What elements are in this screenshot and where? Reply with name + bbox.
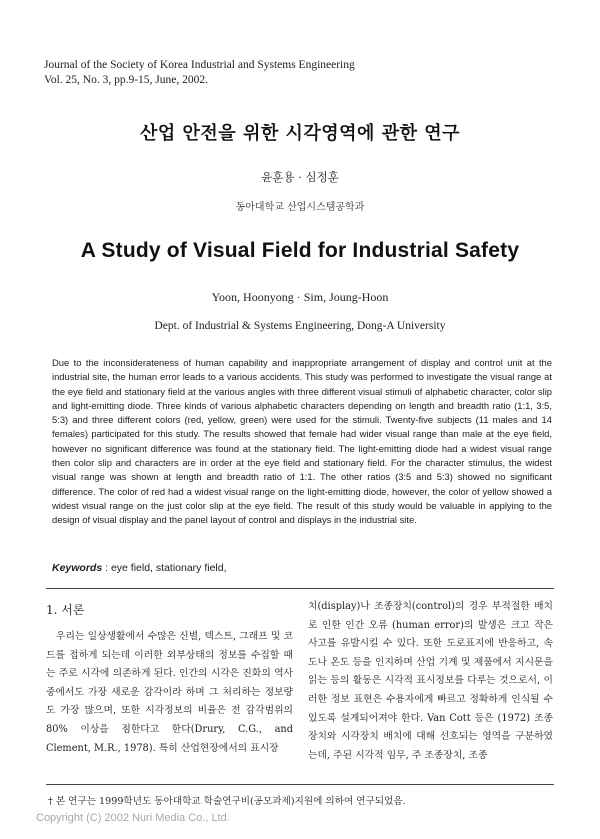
journal-volume: Vol. 25, No. 3, pp.9-15, June, 2002. xyxy=(44,74,208,86)
footnote: † 본 연구는 1999학년도 동아대학교 학술연구비(공모과제)지원에 의하여 연구되었음. xyxy=(48,796,406,807)
body-column-left: 우리는 일상생활에서 수많은 신별, 텍스트, 그래프 및 코드를 접하게 되는데 이러한 외부상태의 정보를 수집할 때는 주로 시각에 의존하게 된다. 인간의 시각은 진화의 역사 중에서도 가장 새로운 감각이라 하며 그 처리하는 정보량도 가장 많으며, 또한 시각정보의 비율은 전 감각범위의 80% 이상을 점한다고 한다(Drury, C.G., and Clement, M.R., 1978). 특히 산업현장에서의 표시장 xyxy=(46,631,293,754)
authors-korean: 윤훈용 · 심정훈 xyxy=(261,170,339,184)
keywords-separator: : xyxy=(102,562,111,574)
keywords-text: eye field, stationary field, xyxy=(110,562,227,574)
title-korean: 산업 안전을 위한 시각영역에 관한 연구 xyxy=(139,123,461,144)
journal-name: Journal of the Society of Korea Industrial and Systems Engineering xyxy=(44,59,355,71)
keywords-label: Keywords xyxy=(52,562,103,574)
keywords-line xyxy=(52,562,227,574)
body-column-right: 치(display)나 조종장치(control)의 경우 부적절한 배치로 인한 인간 오류 (human error)의 발생은 크고 작은 사고를 유발시킬 수 있다. 또한 도로표지에 반응하고, 속도나 온도 등을 인지하며 산업 기계 및 제품에서 지시문을 읽는 등의 활동은 시각적 표시정보를 다루는 것으로서, 이러한 정보 표현은 수용자에게 빠르고 정확하게 인식될 수 있도록 설계되어져야 한다. Van Cott 등은 (1972) 조종장치와 시각장치 배치에 대해 선호되는 영역을 구분하였는데, 주된 시각적 임무, 주 조종장치, 조종 xyxy=(308,601,553,761)
affiliation-english: Dept. of Industrial & Systems Engineering, Dong-A University xyxy=(154,320,446,332)
affiliation-korean: 동아대학교 산업시스템공학과 xyxy=(235,202,365,213)
section-heading: 1. 서론 xyxy=(46,603,85,617)
copyright-notice: Copyright (C) 2002 Nuri Media Co., Ltd. xyxy=(36,812,230,824)
title-english: A Study of Visual Field for Industrial Safety xyxy=(80,239,520,262)
authors-english: Yoon, Hoonyong · Sim, Joung-Hoon xyxy=(211,290,389,304)
footnote-divider xyxy=(46,784,554,785)
keywords-divider xyxy=(46,588,554,589)
journal-header xyxy=(44,58,355,88)
abstract: Due to the inconsiderateness of human capability and inappropriate arrangement of display and control unit at the industrial site, the human error leads to a various accidents. This study was performed to investigate the visual range at the eye field and stationary field at the various angles with three different visual stimuli of alphabetic character, color slip and light-emitting diode. Three kinds of various alphabetic characters depending on length and breadth ratio (1:1, 3:5, 5:3) and three different colors (red, yellow, green) were used for the stimuli. Twenty-five subjects (11 males and 14 females) participated for this study. The results showed that female had wider visual range than male at the eye field, however no significant difference was found at the stationary field. The light-emitting diode had a widest visual range then color slip and characters are in order at the eye field and stationary field. For the character stimulus, the widest visual range was shown at length and breadth ratio of 1:1. The other ratios (3:5 and 5:3) showed no significant difference. The color of red had a widest visual range on the light-emitting diode, however, the color of yellow showed a widest visual range on the just color slip at the eye field. The result of this study would be valuable in applying to the design of visual display and the panel layout of control and displays in the industrial site. xyxy=(52,357,552,526)
